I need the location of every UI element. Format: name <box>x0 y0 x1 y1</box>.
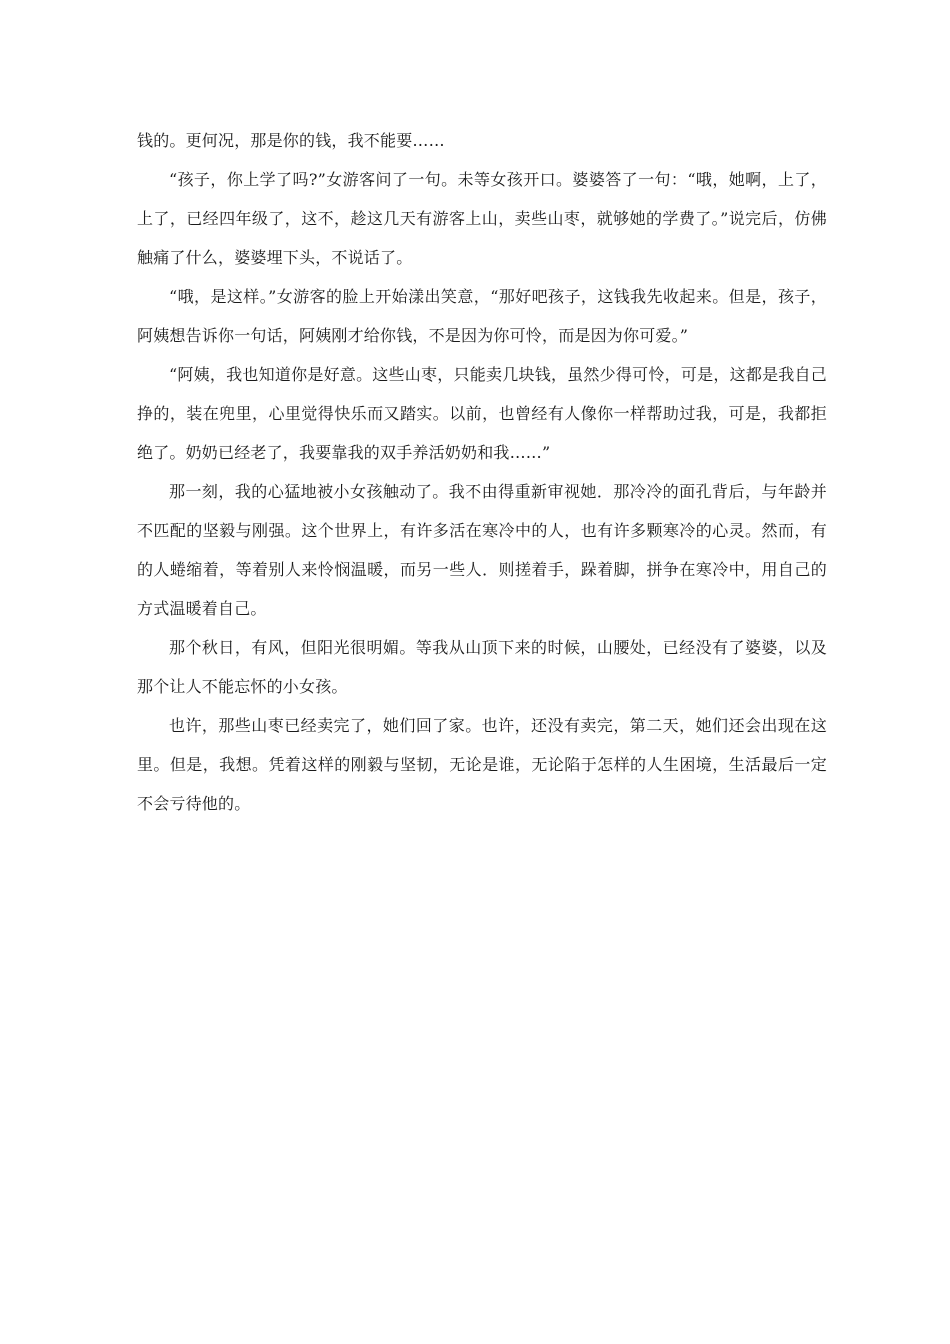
paragraph-3: “哦，是这样。”女游客的脸上开始漾出笑意，“那好吧孩子，这钱我先收起来。但是，孩子，阿姨想告诉你一句话，阿姨刚才给你钱，不是因为你可怜，而是因为你可爱。” <box>137 287 827 345</box>
paragraph-4: “阿姨，我也知道你是好意。这些山枣，只能卖几块钱，虽然少得可怜，可是，这都是我自己挣的，装在兜里，心里觉得快乐而又踏实。以前，也曾经有人像你一样帮助过我，可是，我都拒绝了。奶奶已经老了，我要靠我的双手养活奶奶和我……” <box>137 365 827 462</box>
document-body <box>137 121 827 823</box>
paragraph-2: “孩子，你上学了吗?”女游客问了一句。未等女孩开口。婆婆答了一句：“哦，她啊，上了，上了，已经四年级了，这不，趁这几天有游客上山，卖些山枣，就够她的学费了。”说完后，仿佛触痛了什么，婆婆埋下头，不说话了。 <box>137 170 827 267</box>
paragraph-1: 钱的。更何况，那是你的钱，我不能要…… <box>137 131 445 150</box>
paragraph-5: 那一刻，我的心猛地被小女孩触动了。我不由得重新审视她．那冷冷的面孔背后，与年龄并不匹配的坚毅与刚强。这个世界上，有许多活在寒冷中的人，也有许多颗寒冷的心灵。然而，有的人蜷缩着，等着别人来怜悯温暖，而另一些人．则搓着手，跺着脚，拼争在寒冷中，用自己的方式温暖着自己。 <box>137 482 827 618</box>
paragraph-6: 那个秋日，有风，但阳光很明媚。等我从山顶下来的时候，山腰处，已经没有了婆婆，以及那个让人不能忘怀的小女孩。 <box>137 638 827 696</box>
paragraph-7: 也许，那些山枣已经卖完了，她们回了家。也许，还没有卖完，第二天，她们还会出现在这里。但是，我想。凭着这样的刚毅与坚韧，无论是谁，无论陷于怎样的人生困境，生活最后一定不会亏待他的。 <box>137 716 827 813</box>
